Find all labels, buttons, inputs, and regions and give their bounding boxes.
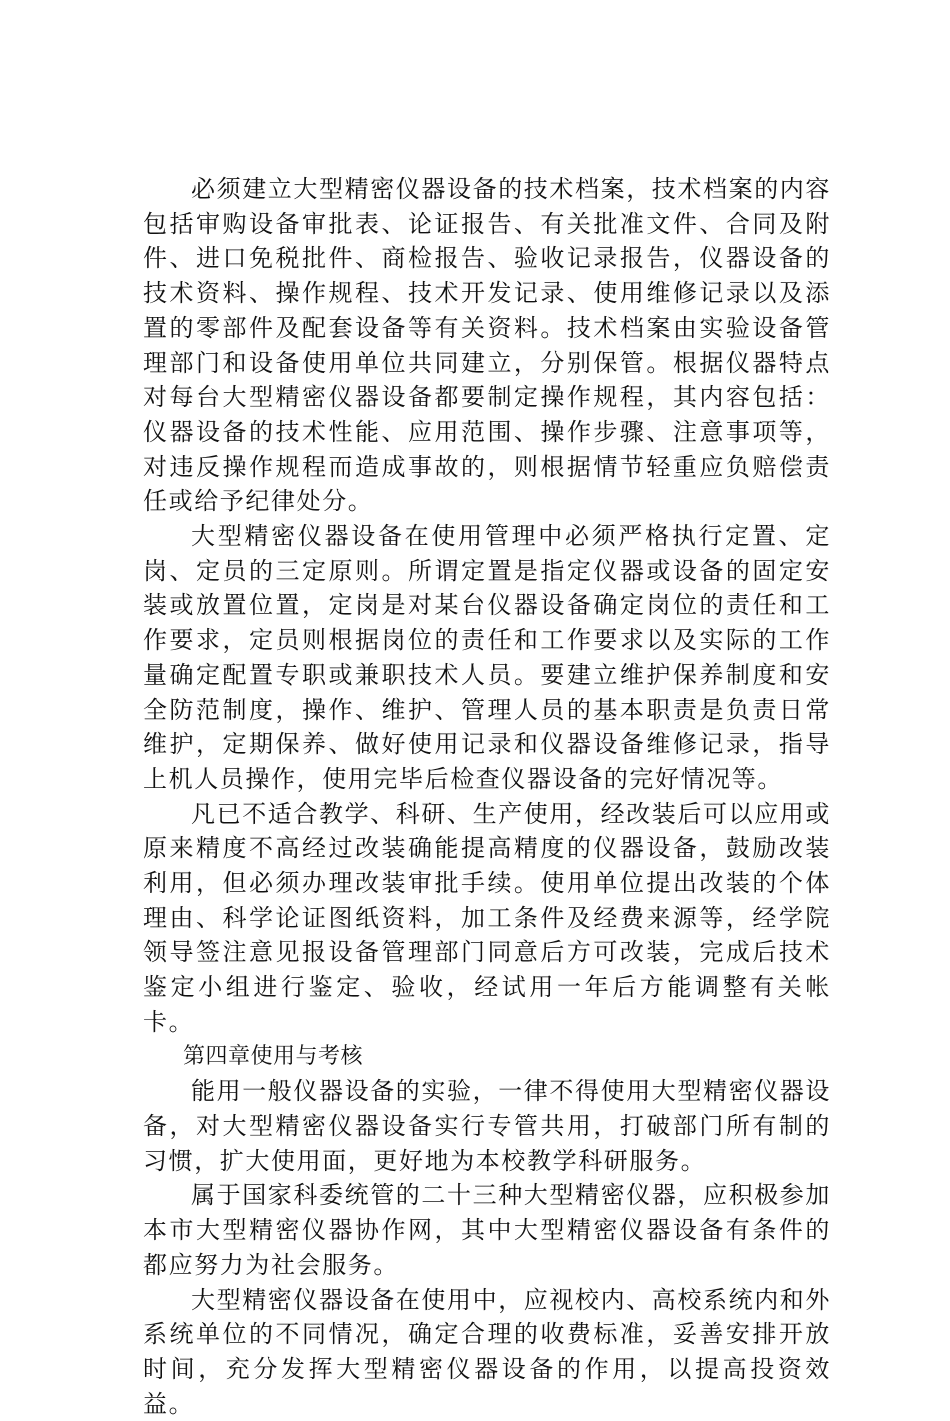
document-body	[143, 172, 831, 1421]
paragraph-modification: 凡已不适合教学、科研、生产使用，经改装后可以应用或原来精度不高经过改装确能提高精度的仪器设备，鼓励改装利用，但必须办理改装审批手续。使用单位提出改装的个体理由、科学论证图纸资料，加工条件及经费来源等，经学院领导签注意见报设备管理部门同意后方可改装，完成后技术鉴定小组进行鉴定、验收，经试用一年后方能调整有关帐卡。	[143, 797, 831, 1040]
paragraph-cooperation-network: 属于国家科委统管的二十三种大型精密仪器，应积极参加本市大型精密仪器协作网，其中大型精密仪器设备有条件的都应努力为社会服务。	[143, 1178, 831, 1282]
paragraph-fees: 大型精密仪器设备在使用中，应视校内、高校系统内和外系统单位的不同情况，确定合理的收费标准，妥善安排开放时间，充分发挥大型精密仪器设备的作用，以提高投资效益。	[143, 1283, 831, 1421]
paragraph-technical-archive: 必须建立大型精密仪器设备的技术档案，技术档案的内容包括审购设备审批表、论证报告、有关批准文件、合同及附件、进口免税批件、商检报告、验收记录报告，仪器设备的技术资料、操作规程、技术开发记录、使用维修记录以及添置的零部件及配套设备等有关资料。技术档案由实验设备管理部门和设备使用单位共同建立，分别保管。根据仪器特点对每台大型精密仪器设备都要制定操作规程，其内容包括：仪器设备的技术性能、应用范围、操作步骤、注意事项等，对违反操作规程而造成事故的，则根据情节轻重应负赔偿责任或给予纪律处分。	[143, 172, 831, 519]
chapter-heading: 第四章使用与考核	[143, 1040, 831, 1075]
paragraph-three-fixed-principle: 大型精密仪器设备在使用管理中必须严格执行定置、定岗、定员的三定原则。所谓定置是指定仪器或设备的固定安装或放置位置，定岗是对某台仪器设备确定岗位的责任和工作要求，定员则根据岗位的责任和工作要求以及实际的工作量确定配置专职或兼职技术人员。要建立维护保养制度和安全防范制度，操作、维护、管理人员的基本职责是负责日常维护，定期保养、做好使用记录和仪器设备维修记录，指导上机人员操作，使用完毕后检查仪器设备的完好情况等。	[143, 519, 831, 797]
paragraph-shared-use: 能用一般仪器设备的实验，一律不得使用大型精密仪器设备，对大型精密仪器设备实行专管共用，打破部门所有制的习惯，扩大使用面，更好地为本校教学科研服务。	[143, 1074, 831, 1178]
